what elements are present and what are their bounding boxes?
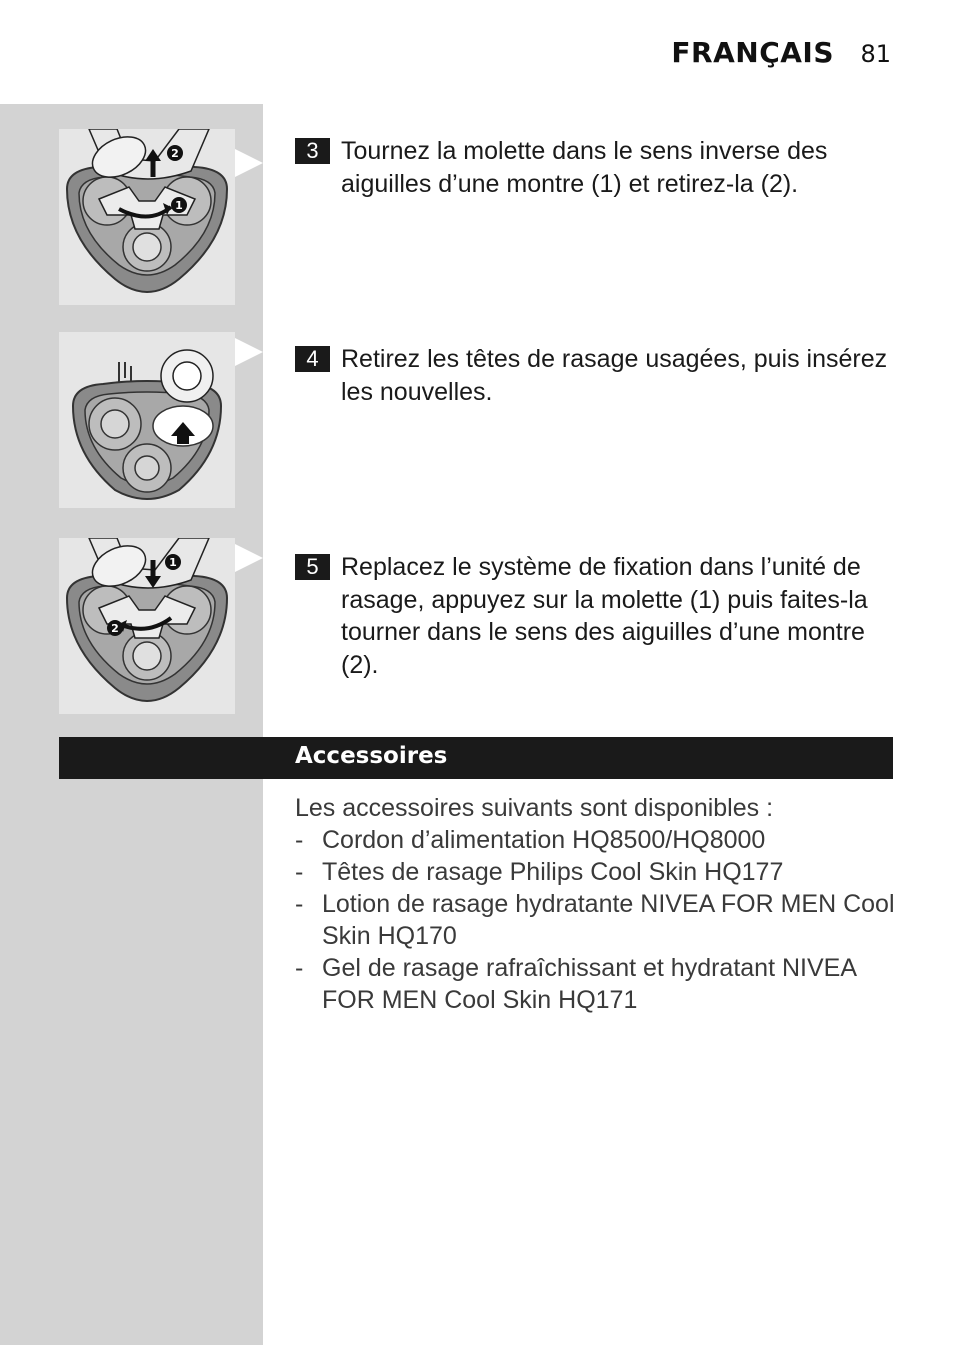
list-item-text: Gel de rasage rafraîchissant et hydratant NIVEA FOR MEN Cool Skin HQ171: [322, 954, 856, 1014]
list-item-text: Cordon d’alimentation HQ8500/HQ8000: [322, 826, 766, 854]
shaver-illustration-step-3: [59, 129, 235, 305]
list-item: [295, 952, 895, 1016]
instruction-step: [295, 343, 900, 408]
list-item-text: Lotion de rasage hydratante NIVEA FOR MEN Cool Skin HQ170: [322, 890, 895, 950]
language-header: FRANÇAIS: [671, 36, 834, 69]
callout-label: 1: [169, 556, 177, 569]
accessories-section: [295, 792, 895, 1016]
accessories-list: [295, 824, 895, 1016]
step-text: Tournez la molette dans le sens inverse des aiguilles d’une montre (1) et retirez-la (2).: [341, 137, 828, 198]
list-item: [295, 856, 895, 888]
step-number-badge: 3: [295, 138, 330, 164]
list-item: [295, 888, 895, 952]
section-header-bar: [59, 737, 893, 779]
list-item-text: Têtes de rasage Philips Cool Skin HQ177: [322, 858, 784, 886]
section-title: Accessoires: [295, 743, 448, 769]
callout-label: 2: [111, 622, 119, 635]
page-number: 81: [860, 40, 891, 68]
step-number-badge: 5: [295, 554, 330, 580]
instruction-step: [295, 551, 900, 681]
callout-label: 2: [171, 147, 179, 160]
step-number-badge: 4: [295, 346, 330, 372]
list-bullet: -: [295, 826, 304, 854]
list-bullet: -: [295, 954, 304, 982]
list-bullet: -: [295, 890, 304, 918]
instruction-step: [295, 135, 900, 200]
accessories-intro: Les accessoires suivants sont disponibles :: [295, 794, 774, 822]
shaver-illustration-step-5: [59, 538, 235, 714]
shaver-illustration-step-4: [59, 332, 235, 508]
callout-label: 1: [175, 199, 183, 212]
step-text: Replacez le système de fixation dans l’unité de rasage, appuyez sur la molette (1) puis faites-la tourner dans le sens des aiguilles d’une montre (2).: [341, 553, 868, 679]
list-bullet: -: [295, 858, 304, 886]
step-text: Retirez les têtes de rasage usagées, puis insérez les nouvelles.: [341, 345, 888, 406]
list-item: [295, 824, 895, 856]
